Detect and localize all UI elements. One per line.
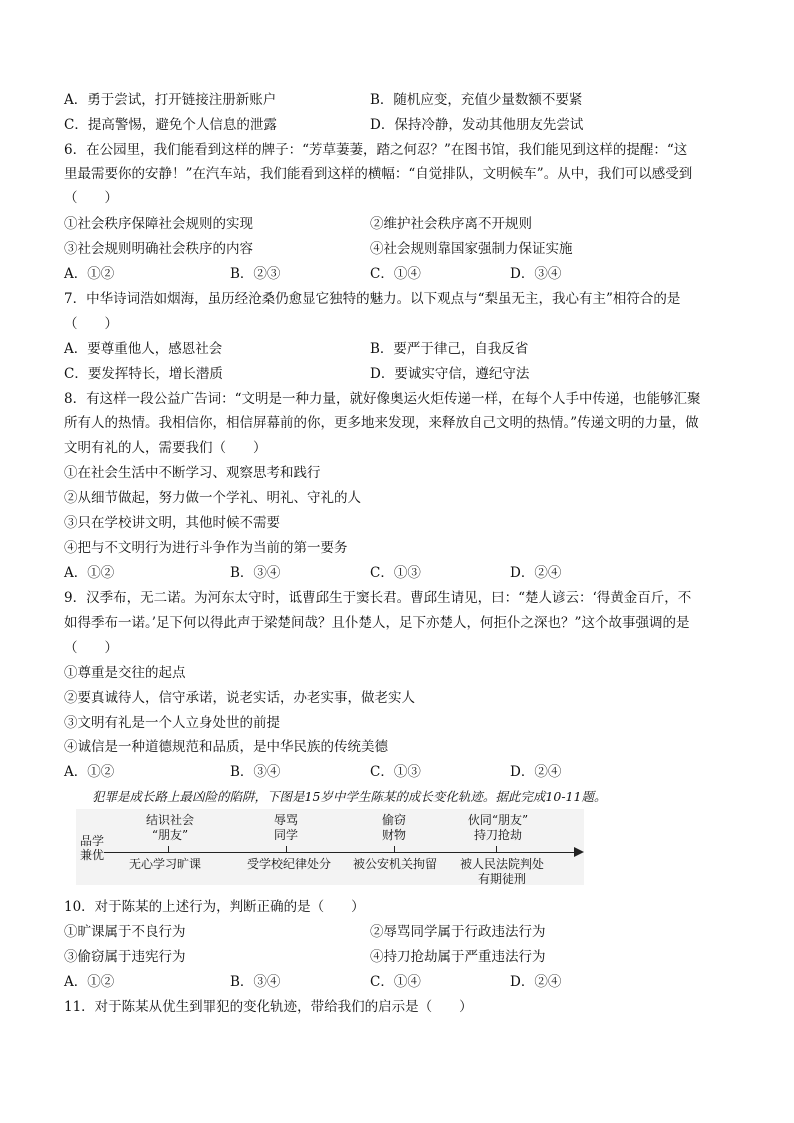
figure-top-label-4-line-2: 持刀抢劫 [473,828,522,842]
q7-stem-line-1: 7．中华诗词浩如烟海，虽历经沧桑仍愈显它独特的魅力。以下观点与“梨虽无主，我心有主”相符合的是 [64,291,681,307]
figure-timeline-axis [104,852,578,853]
figure-bottom-label-2: 受学校纪律处分 [246,857,331,871]
figure-start-label-line-2: 兼优 [80,848,105,862]
q6-statement-4: ④社会规则靠国家强制力保证实施 [370,241,573,257]
q7-options-row-2 [64,362,736,386]
q10-options [64,970,736,994]
q11-stem: 11．对于陈某从优生到罪犯的变化轨迹，带给我们的启示是（ ） [64,999,473,1015]
figure-top-label-1-line-2: “朋友” [151,828,189,842]
q6-options [64,262,736,286]
figure-top-label-1 [130,813,210,843]
q7-option-d: D．要诚实守信，遵纪守法 [370,366,530,382]
q6-stem-line-3: （ ） [64,190,118,206]
q9-option-b: B．③④ [230,764,281,780]
figure-tick-4 [496,846,497,852]
q9-stem-line-3: （ ） [64,640,118,656]
q6-statement-1: ①社会秩序保障社会规则的实现 [64,216,253,232]
q9-option-d: D．②④ [510,764,562,780]
q6-option-d: D．③④ [510,266,562,282]
q10-option-a: A．①② [64,974,115,990]
q9-options [64,760,736,784]
figure-tick-1 [168,846,169,852]
figure-tick-2 [286,846,287,852]
figure-top-label-3 [364,813,424,843]
figure-caption: 犯罪是成长路上最凶险的陷阱，下图是15岁中学生陈某的成长变化轨迹。据此完成10-11题。 [92,789,607,804]
figure-bottom-label-4 [444,857,560,887]
q8-statement-2: ②从细节做起，努力做一个学礼、明礼、守礼的人 [64,490,361,506]
figure-start-label [80,834,104,862]
q9-statement-2: ②要真诚待人，信守承诺，说老实话，办老实事，做老实人 [64,690,415,706]
q9-stem-line-1: 9．汉季布，无二诺。为河东太守时，诋曹邱生于窦长君。曹邱生请见，曰：“楚人谚云：‘得黄金百斤，不 [64,590,692,606]
q5-options-row-1 [64,88,736,112]
q10-stem: 10．对于陈某的上述行为，判断正确的是（ ） [64,899,365,915]
q5-options-row-2 [64,113,736,137]
figure-top-label-2-line-1: 辱骂 [273,813,298,827]
q10-statement-2: ②辱骂同学属于行政违法行为 [370,924,546,940]
q8-option-b: B．③④ [230,565,281,581]
figure-top-label-2 [256,813,316,843]
q10-statements-row-2 [64,945,736,969]
figure-top-label-4-line-1: 伙同“朋友” [467,813,529,827]
figure-tick-3 [394,846,395,852]
q6-stem-line-1: 6．在公园里，我们能看到这样的牌子：“芳草萋萋，踏之何忍？”在图书馆，我们能见到这样的提醒：“这 [64,142,688,158]
q7-option-c: C．要发挥特长，增长潜质 [64,366,223,382]
q7-options-row-1 [64,337,736,361]
figure-start-label-line-1: 品学 [80,834,105,848]
q10-option-d: D．②④ [510,974,562,990]
q5-option-c: C．提高警惕，避免个人信息的泄露 [64,117,277,133]
q8-options [64,561,736,585]
q8-stem-line-1: 8．有这样一段公益广告词：“文明是一种力量，就好像奥运火炬传递一样，在每个人手中传递，也能够汇聚 [64,391,701,407]
figure-bottom-label-4-line-1: 被人民法院判处 [459,857,544,871]
q9-stem-line-2: 如得季布一诺。’足下何以得此声于梁楚间哉？且仆楚人，足下亦楚人，何拒仆之深也？”这个故事强调的是 [64,615,690,631]
figure-top-label-3-line-1: 偷窃 [381,813,406,827]
q5-option-a: A．勇于尝试，打开链接注册新账户 [64,92,277,108]
q10-statement-3: ③偷窃属于违宪行为 [64,949,186,965]
q5-option-d: D．保持冷静，发动其他朋友先尝试 [370,117,584,133]
q10-option-b: B．③④ [230,974,281,990]
q8-stem-line-3: 文明有礼的人，需要我们（ ） [64,440,267,456]
figure-top-label-2-line-2: 同学 [273,828,298,842]
figure-bottom-label-3: 被公安机关拘留 [352,857,437,871]
q7-option-b: B．要严于律己，自我反省 [370,341,529,357]
q6-option-b: B．②③ [230,266,281,282]
q9-option-c: C．①③ [370,764,421,780]
q9-option-a: A．①② [64,764,115,780]
q8-statement-4: ④把与不文明行为进行斗争作为当前的第一要务 [64,540,348,556]
figure-bottom-label-4-line-2: 有期徒刑 [477,872,526,886]
q8-statement-3: ③只在学校讲文明，其他时候不需要 [64,515,280,531]
figure-top-label-3-line-2: 财物 [381,828,406,842]
q6-statement-2: ②维护社会秩序离不开规则 [370,216,532,232]
q6-statements-row-1 [64,212,736,236]
q10-option-c: C．①④ [370,974,421,990]
figure-bottom-label-1: 无心学习旷课 [128,857,201,871]
figure-top-label-1-line-1: 结识社会 [145,813,194,827]
q7-stem-line-2: （ ） [64,316,118,332]
q7-option-a: A．要尊重他人，感恩社会 [64,341,223,357]
q10-statements-row-1 [64,920,736,944]
q6-stem-line-2: 里最需要你的安静！”在汽车站，我们能看到这样的横幅：“自觉排队，文明候车”。从中，我们可以感受到 [64,166,693,182]
figure-timeline-arrow [574,847,584,857]
q8-option-a: A．①② [64,565,115,581]
q6-option-a: A．①② [64,266,115,282]
q9-statement-3: ③文明有礼是一个人立身处世的前提 [64,715,280,731]
q6-statement-3: ③社会规则明确社会秩序的内容 [64,241,253,257]
q8-option-d: D．②④ [510,565,562,581]
q10-statement-1: ①旷课属于不良行为 [64,924,186,940]
q9-statement-1: ①尊重是交往的起点 [64,665,186,681]
q6-option-c: C．①④ [370,266,421,282]
figure-top-label-4 [448,813,548,843]
q8-statement-1: ①在社会生活中不断学习、观察思考和践行 [64,465,321,481]
q5-option-b: B．随机应变，充值少量数额不要紧 [370,92,583,108]
q8-stem-line-2: 所有人的热情。我相信你，相信屏幕前的你，更多地来发现，来释放自己文明的热情。”传递文明的力量，做 [64,415,699,431]
q8-option-c: C．①③ [370,565,421,581]
q9-statement-4: ④诚信是一种道德规范和品质，是中华民族的传统美德 [64,739,388,755]
q10-statement-4: ④持刀抢劫属于严重违法行为 [370,949,546,965]
q6-statements-row-2 [64,237,736,261]
